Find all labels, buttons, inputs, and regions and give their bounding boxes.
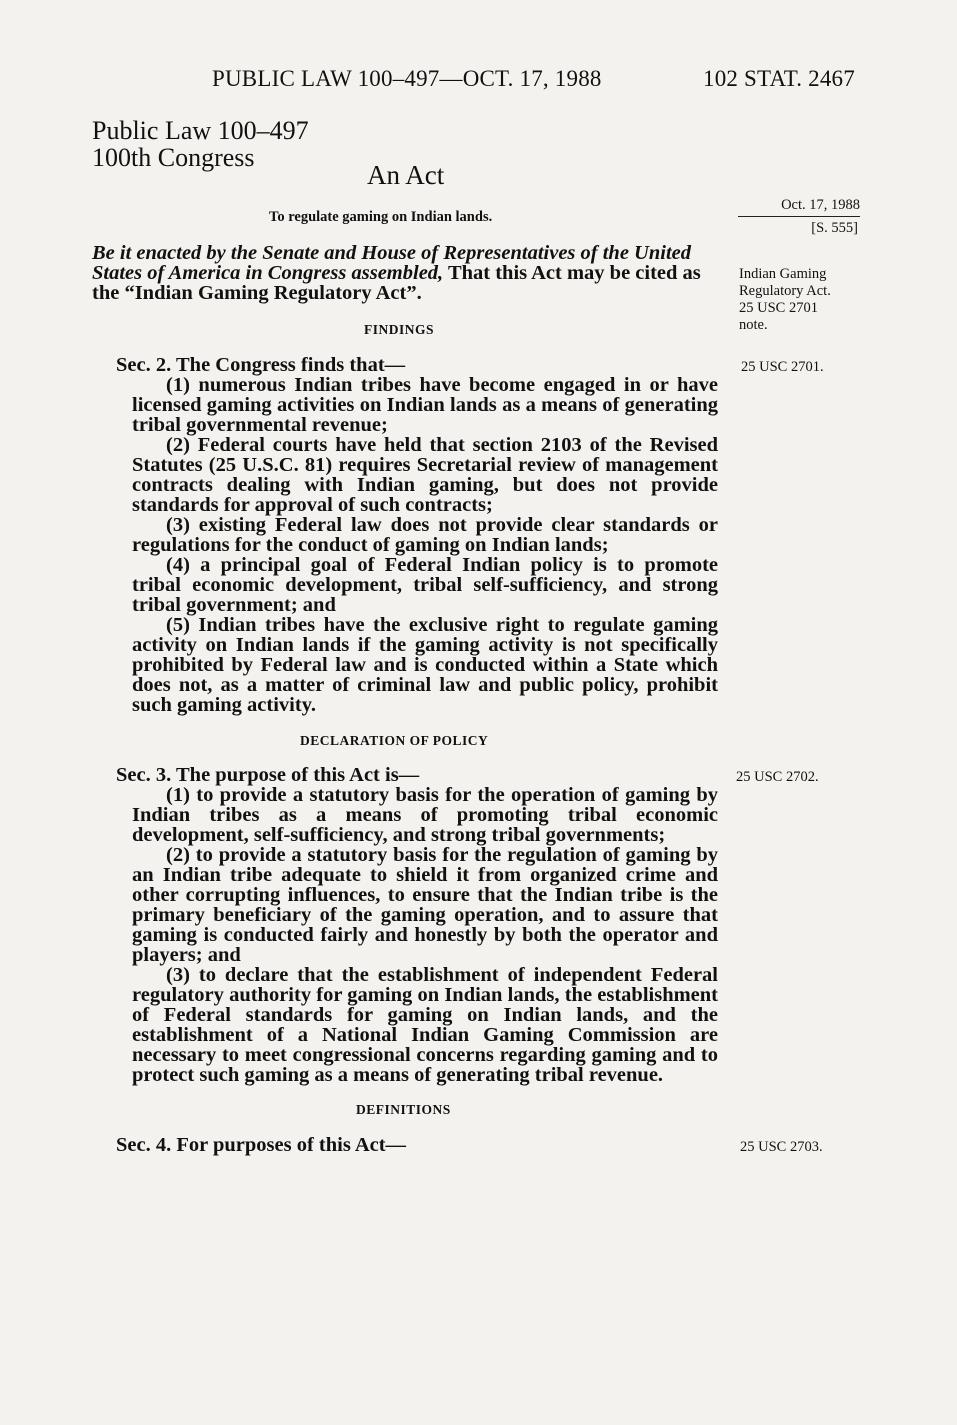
- long-title: To regulate gaming on Indian lands.: [269, 209, 493, 225]
- finding-paragraph-5: (5) Indian tribes have the exclusive right to regulate gaming activity on Indian lands if the gaming activity is not specifically prohibited by Federal law and is conducted within a State which does not, as a matter of criminal law and public policy, prohibit such gaming activity.: [132, 614, 718, 716]
- enacting-clause-short-title: That this Act may be cited as the “Indian Gaming Regulatory Act”.: [92, 262, 701, 304]
- section-3: [116, 765, 718, 1085]
- act-title: An Act: [367, 160, 445, 190]
- purpose-paragraph-3: (3) to declare that the establishment of independent Federal regulatory authority for gaming on Indian lands, the establishment of Federal standards for gaming on Indian lands, and the establishment of a National Indian Gaming Commission are necessary to meet congressional concerns regarding gaming and to protect such gaming as a means of generating tribal revenue.: [132, 964, 718, 1086]
- enacting-clause: [92, 243, 718, 303]
- section-4-label: Sec. 4.: [116, 1134, 172, 1156]
- short-title-line-3: 25 USC 2701: [739, 300, 818, 316]
- finding-paragraph-4: (4) a principal goal of Federal Indian policy is to promote tribal economic development, tribal self-sufficiency, and strong tribal government; and: [132, 554, 718, 616]
- section-2-lead-text: The Congress finds that—: [176, 354, 406, 376]
- statutes-page-number: 102 STAT. 2467: [703, 66, 855, 91]
- running-head: PUBLIC LAW 100–497—OCT. 17, 1988: [212, 66, 602, 91]
- findings-heading: FINDINGS: [364, 322, 435, 337]
- short-title-line-1: Indian Gaming: [739, 266, 827, 282]
- section-4-lead: [116, 1135, 718, 1155]
- short-title-margin-note: [739, 266, 859, 334]
- section-4-lead-text: For purposes of this Act—: [176, 1134, 407, 1156]
- section-3-lead: [116, 765, 718, 785]
- section-2: [116, 355, 718, 715]
- enacting-clause-italic: Be it enacted by the Senate and House of Representatives of the United States of America in Congress assembled,: [92, 242, 692, 284]
- section-3-lead-text: The purpose of this Act is—: [176, 764, 420, 786]
- short-title-line-4: note.: [739, 317, 768, 333]
- enactment-date: Oct. 17, 1988: [781, 197, 860, 213]
- bill-number: [S. 555]: [811, 220, 858, 236]
- date-rule: [738, 216, 860, 217]
- usc-2702-note: 25 USC 2702.: [736, 769, 819, 785]
- public-law-number: Public Law 100–497: [92, 116, 309, 145]
- usc-2701-note: 25 USC 2701.: [741, 359, 824, 375]
- finding-paragraph-3: (3) existing Federal law does not provide clear standards or regulations for the conduct of gaming on Indian lands;: [132, 514, 718, 556]
- short-title-line-2: Regulatory Act.: [739, 283, 831, 299]
- section-4: [116, 1135, 718, 1155]
- section-3-label: Sec. 3.: [116, 764, 172, 786]
- usc-2703-note: 25 USC 2703.: [740, 1139, 823, 1155]
- purpose-paragraph-2: (2) to provide a statutory basis for the regulation of gaming by an Indian tribe adequate to shield it from organized crime and other corrupting influences, to ensure that the Indian tribe is the primary beneficiary of the gaming operation, and to assure that gaming is conducted fairly and honestly by both the operator and players; and: [132, 844, 718, 966]
- date-margin-note: [738, 197, 860, 237]
- declaration-of-policy-heading: DECLARATION OF POLICY: [300, 733, 489, 748]
- congress-number: 100th Congress: [92, 143, 255, 172]
- purpose-paragraph-1: (1) to provide a statutory basis for the operation of gaming by Indian tribes as a means of promoting tribal economic development, self-sufficiency, and strong tribal governments;: [132, 784, 718, 846]
- finding-paragraph-2: (2) Federal courts have held that section 2103 of the Revised Statutes (25 U.S.C. 81) requires Secretarial review of management contracts dealing with Indian gaming, but does not provide standards for approval of such contracts;: [132, 434, 718, 516]
- definitions-heading: DEFINITIONS: [356, 1102, 451, 1117]
- section-2-label: Sec. 2.: [116, 354, 172, 376]
- finding-paragraph-1: (1) numerous Indian tribes have become engaged in or have licensed gaming activities on Indian lands as a means of generating tribal governmental revenue;: [132, 374, 718, 436]
- section-2-lead: [116, 355, 718, 375]
